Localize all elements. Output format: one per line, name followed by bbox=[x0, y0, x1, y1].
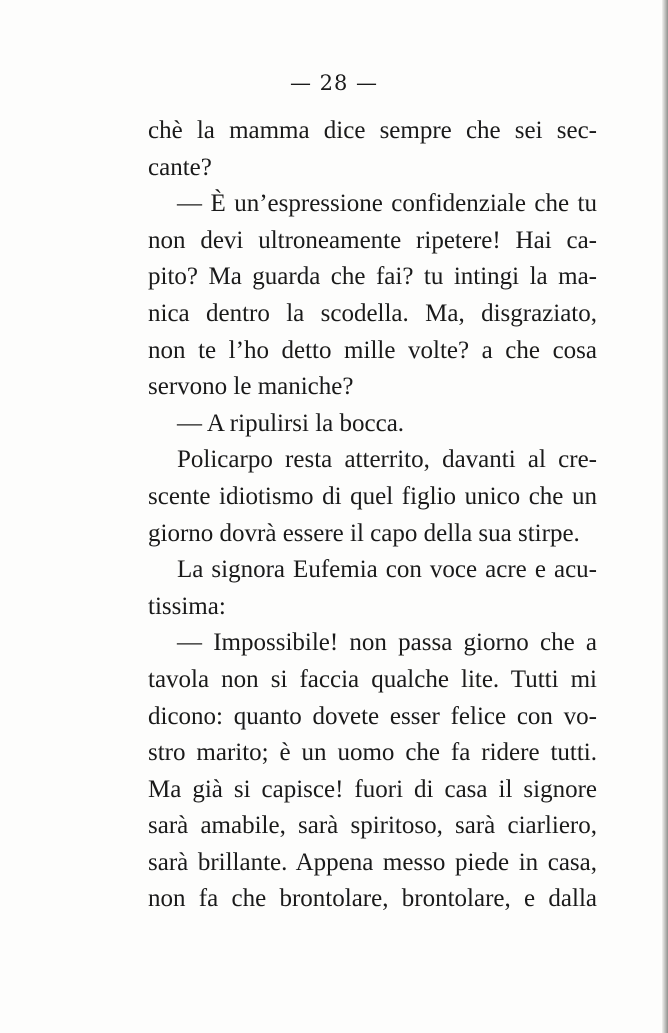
text-line: pito? Ma guarda che fai? tu intingi la ma- bbox=[148, 263, 597, 291]
text-line: Ma già si capisce! fuori di casa il signore bbox=[148, 775, 597, 803]
text-line: sarà amabile, sarà spiritoso, sarà ciarliero, bbox=[148, 812, 597, 840]
text-line: tavola non si faccia qualche lite. Tutti mi bbox=[148, 665, 597, 693]
text-line: sarà brillante. Appena messo piede in casa, bbox=[148, 848, 597, 876]
text-line: tissima: bbox=[148, 592, 226, 620]
text-line: dicono: quanto dovete esser felice con vo- bbox=[148, 702, 597, 730]
text-line: giorno dovrà essere il capo della sua stirpe. bbox=[148, 519, 580, 547]
text-line: La signora Eufemia con voce acre e acu- bbox=[177, 556, 597, 584]
body-text bbox=[148, 113, 597, 918]
text-line: servono le maniche? bbox=[148, 373, 354, 401]
text-line: non fa che brontolare, brontolare, e dalla bbox=[148, 885, 597, 913]
text-line: scente idiotismo di quel figlio unico che un bbox=[148, 482, 597, 510]
text-line: cante? bbox=[148, 153, 212, 181]
text-line: nica dentro la scodella. Ma, disgraziato, bbox=[148, 299, 597, 327]
text-line: non devi ultroneamente ripetere! Hai ca- bbox=[148, 226, 597, 254]
text-line: — Impossibile! non passa giorno che a bbox=[177, 629, 597, 657]
text-line: — A ripulirsi la bocca. bbox=[177, 409, 405, 437]
page-number: — 28 — bbox=[289, 71, 379, 95]
text-line: Policarpo resta atterrito, davanti al cre- bbox=[177, 446, 597, 474]
page-edge-shadow bbox=[662, 0, 668, 1033]
text-line: stro marito; è un uomo che fa ridere tutti. bbox=[148, 739, 597, 767]
text-line: non te l’ho detto mille volte? a che cosa bbox=[148, 336, 597, 364]
text-line: chè la mamma dice sempre che sei sec- bbox=[148, 117, 597, 144]
text-line: — È un’espressione confidenziale che tu bbox=[177, 190, 597, 218]
